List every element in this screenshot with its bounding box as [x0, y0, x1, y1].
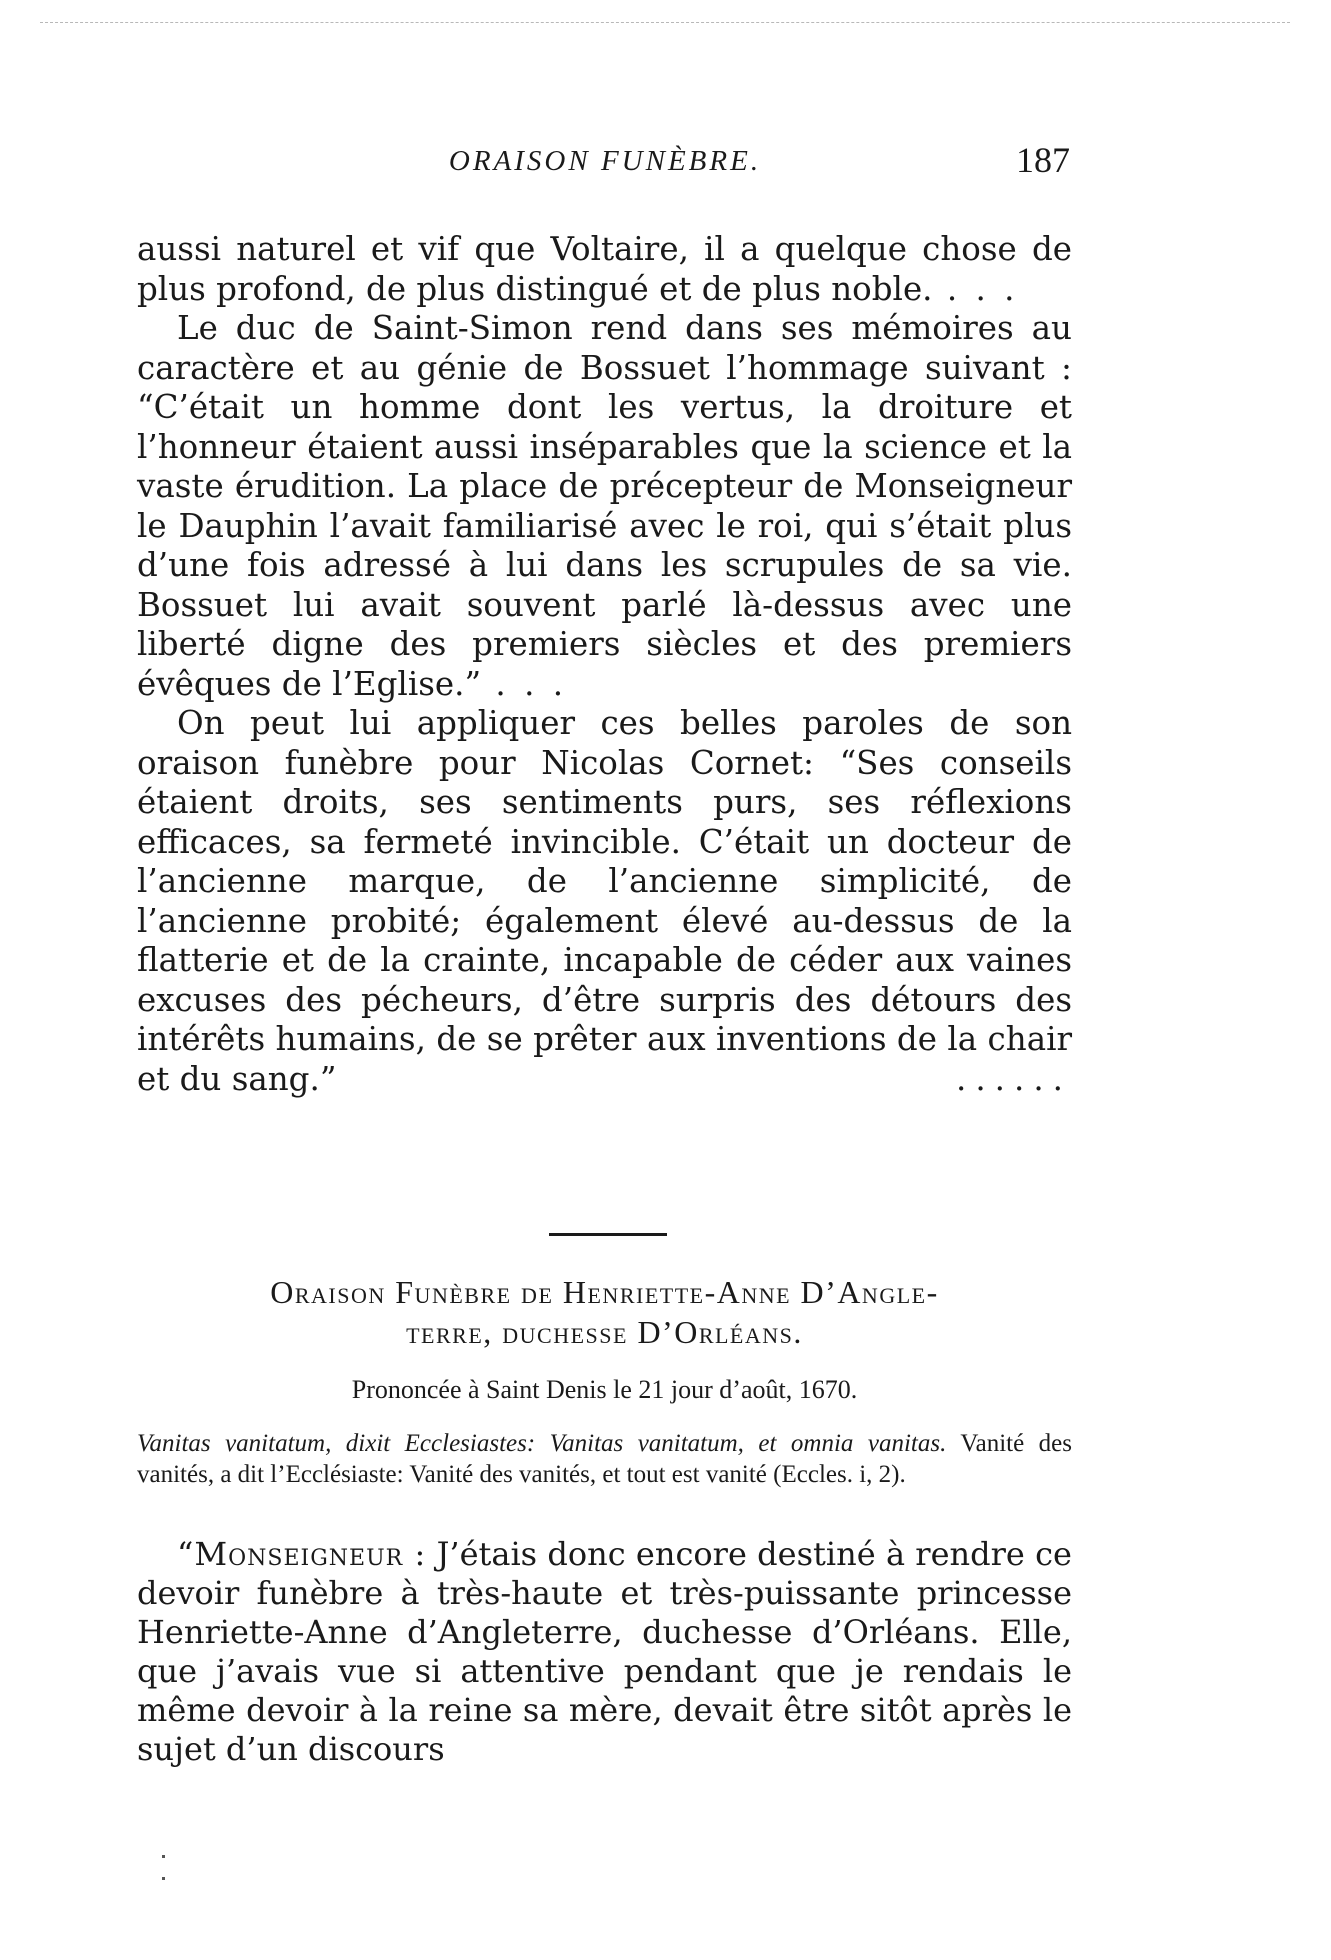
paragraph-voltaire-text: aussi naturel et vif que Voltaire, il a quelque chose de plus profond, de plus distingué et de plus noble.: [137, 230, 1072, 308]
scan-edge-line: [40, 22, 1290, 23]
delivery-note: Prononcée à Saint Denis le 21 jour d’août, 1670.: [351, 1375, 858, 1404]
paragraph-saint-simon-text: Le duc de Saint-Simon rend dans ses mémoires au caractère et au génie de Bossuet l’hommage suivant : “C’était un homme dont les vertus, la droiture et l’honneur étaient aussi inséparables que la science et la vaste érudition. La place de précepteur de Monseigneur le Dauphin l’avait familiarisé avec le roi, qui s’était plus d’une fois adressé à lui dans les scrupules de sa vie. Bossuet lui avait souvent parlé là-dessus avec une liberté digne des premiers siècles et des premiers évêques de l’Eglise.”: [137, 309, 1072, 703]
sermon-text: J’étais donc encore destiné à rendre ce devoir funèbre à très-haute et très-puissante princesse Henriette-Anne d’Angleterre, duchesse d’Orléans. Elle, que j’avais vue si attentive pendant que je rendais le même devoir à la reine sa mère, devait être sitôt après le sujet d’un discours: [137, 1535, 1072, 1768]
epigraph-latin: Vanitas vanitatum, dixit Ecclesiastes: Vanitas vanitatum, et omnia vanitas.: [137, 1430, 947, 1457]
sermon-opening-paragraph: [137, 1535, 1072, 1769]
ellipsis: . . .: [932, 269, 1019, 308]
paragraph-nicolas-cornet: [137, 704, 1072, 1099]
page-number: 187: [1016, 140, 1070, 180]
paragraph-voltaire: [137, 230, 1072, 309]
body-text: [137, 230, 1072, 1099]
paragraph-saint-simon: [137, 309, 1072, 704]
section-heading-line-1: Oraison Funèbre de Henriette-Anne D’Angle-: [270, 1274, 939, 1310]
closing-dots: ......: [956, 1059, 1072, 1098]
epigraph: [137, 1428, 1072, 1490]
paragraph-nicolas-cornet-text: On peut lui appliquer ces belles paroles de son oraison funèbre pour Nicolas Cornet: “Ses conseils étaient droits, ses sentiments purs, ses réflexions efficaces, sa fermeté invincible. C’était un docteur de l’ancienne marque, de l’ancienne simplicité, de l’ancienne probité; également élevé au-dessus de la flatterie et de la crainte, incapable de céder aux vaines excuses des pécheurs, d’être surpris des détours des intérêts humains, de se prêter aux inventions de la chair et du sang.”: [137, 704, 1072, 1098]
page-header: [140, 140, 1070, 195]
section-divider: [549, 1233, 667, 1236]
sermon-salutation: “Monseigneur :: [177, 1535, 427, 1573]
scan-specks: [162, 1855, 165, 1858]
ellipsis: . . .: [481, 664, 568, 703]
section-heading-line-2: terre, duchesse D’Orléans.: [406, 1314, 803, 1350]
epigraph-french: Vanité des vanités, a dit l’Ecclésiaste: Vanité des vanités, et tout est vanité (Eccles. i, 2).: [137, 1430, 1072, 1488]
running-head: ORAISON FUNÈBRE.: [448, 145, 762, 177]
section-heading: [137, 1272, 1072, 1352]
